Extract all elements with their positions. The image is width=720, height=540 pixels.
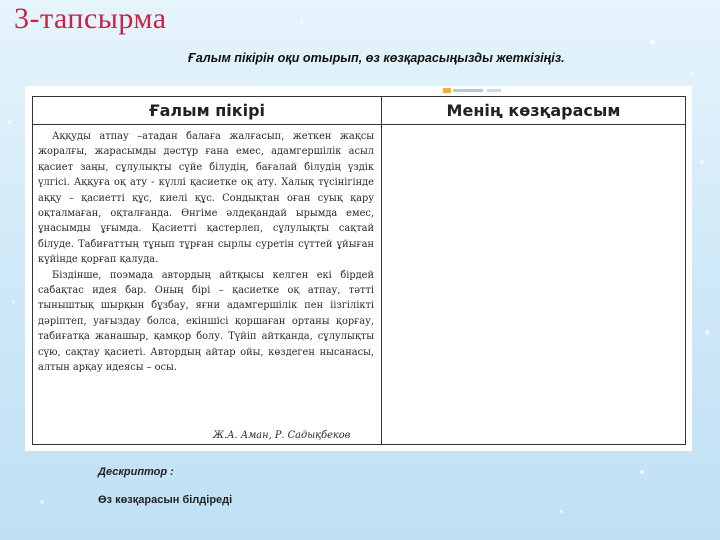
- author-credit: Ж.А. Аман, Р. Садықбеков: [213, 430, 351, 441]
- task-instruction: Ғалым пікірін оқи отырып, өз көзқарасыңызды жеткізіңіз.: [188, 51, 565, 65]
- opinion-paragraph: Аққуды атпау –атадан балаға жалғасып, жеткен жақсы жоралғы, жарасымды дәстүр ғана емес, адамгершілік асыл қасиет заңы, сұлулықты сүйе білудің, бағалай білудің үздік үлгісі. Аққуға оқ ату - күллі қасиетке оқ ату. Халық түсінігінде аққу – қасиетті құс, киелі құс. Сондықтан оған суық қару оқталмаған, оқталғанда. Өнгіме әлдеқандай ырымда емес, ұнасымды ұғымда. Қасиетті қастерлеп, сұлулықты сақтай білуде. Табиғаттың тұнып тұрған сырлы суретін сүттей ұйыған күйінде қорғап қалуда.: [38, 131, 374, 266]
- sparkle-dot: [640, 470, 644, 474]
- table-image-panel: [25, 86, 692, 451]
- sparkle-dot: [12, 300, 15, 303]
- opinion-table: [32, 96, 686, 445]
- sparkle-dot: [705, 330, 710, 335]
- header-scientist-opinion: Ғалым пікірі: [148, 101, 266, 120]
- descriptor-criterion: Өз көзқарасын білдіреді: [98, 494, 233, 506]
- sparkle-dot: [700, 160, 704, 164]
- descriptor-label: Дескриптор :: [98, 466, 174, 478]
- header-scan-mark: [443, 87, 503, 94]
- opinion-paragraph: Біздінше, поэмада автордың айтқысы келген екі бірдей сабақтас идея бар. Оның бірі – қасиетке оқ атпау, тәтті тыныштық шырқын бұзбау, яғни адамгершілік пен іізгілікті дәріптеп, уағыздау болса, екіншісі қоршаған ортаны қорғау, табиғатқа жанашыр, қамқор болу. Түйіп айтқанда, сұлулықты сүю, сақтау қасиеті. Автордың айтар ойы, көздеген нысанасы, алтын арқау идеясы – осы.: [38, 269, 374, 374]
- sparkle-dot: [560, 510, 563, 513]
- my-view-cell[interactable]: [383, 126, 685, 444]
- slide-title: 3-тапсырма: [14, 2, 167, 35]
- sparkle-dot: [690, 72, 693, 75]
- sparkle-dot: [8, 120, 12, 124]
- header-my-view: Менің көзқарасым: [446, 101, 621, 120]
- sparkle-dot: [650, 40, 655, 45]
- column-divider: [381, 97, 382, 444]
- sparkle-dot: [300, 20, 303, 23]
- sparkle-dot: [40, 500, 44, 504]
- scientist-opinion-text: [38, 129, 374, 376]
